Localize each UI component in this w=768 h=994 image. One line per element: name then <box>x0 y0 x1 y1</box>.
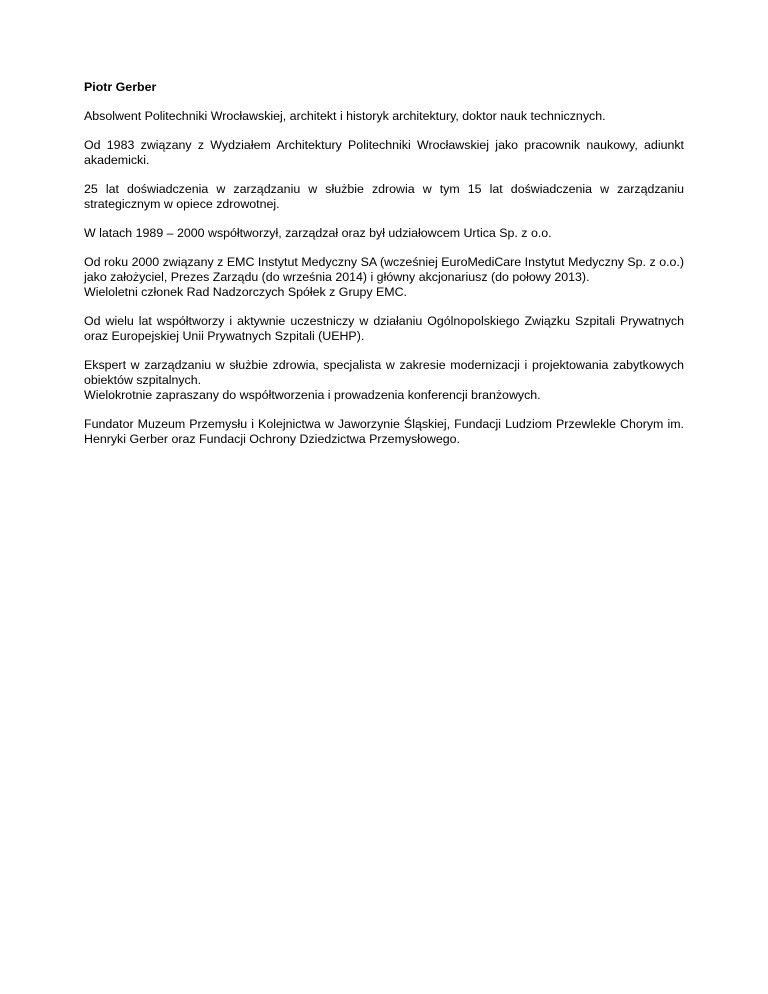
paragraph-line: Od roku 2000 związany z EMC Instytut Medyczny SA (wcześniej EuroMediCare Instytut Medyczny Sp. z o.o.) jako założyciel, Prezes Zarządu (do września 2014) i główny akcjonariusz (do połowy 2013). <box>84 255 684 284</box>
paragraph-line: Wielokrotnie zapraszany do współtworzenia i prowadzenia konferencji branżowych. <box>84 388 541 402</box>
paragraph-urtica <box>84 226 684 241</box>
paragraph-line: Od wielu lat współtworzy i aktywnie uczestniczy w działaniu Ogólnopolskiego Związku Szpitali Prywatnych oraz Europejskiej Unii Prywatnych Szpitali (UEHP). <box>84 314 684 343</box>
paragraph-associations <box>84 314 684 344</box>
document-title: Piotr Gerber <box>84 80 157 94</box>
paragraph-line: Absolwent Politechniki Wrocławskiej, architekt i historyk architektury, doktor nauk technicznych. <box>84 109 606 123</box>
document-page <box>84 80 684 461</box>
paragraph-line: Fundator Muzeum Przemysłu i Kolejnictwa w Jaworzynie Śląskiej, Fundacji Ludziom Przewlekle Chorym im. Henryki Gerber oraz Fundacji Ochrony Dziedzictwa Przemysłowego. <box>84 417 684 446</box>
paragraph-line: 25 lat doświadczenia w zarządzaniu w służbie zdrowia w tym 15 lat doświadczenia w zarządzaniu strategicznym w opiece zdrowotnej. <box>84 182 684 211</box>
paragraph-line: Wieloletni członek Rad Nadzorczych Spółek z Grupy EMC. <box>84 285 407 299</box>
paragraph-line: Od 1983 związany z Wydziałem Architektury Politechniki Wrocławskiej jako pracownik naukowy, adiunkt akademicki. <box>84 138 684 167</box>
paragraph-expert <box>84 358 684 403</box>
paragraph-line: W latach 1989 – 2000 współtworzył, zarządzał oraz był udziałowcem Urtica Sp. z o.o. <box>84 226 552 240</box>
paragraph-line: Ekspert w zarządzaniu w służbie zdrowia, specjalista w zakresie modernizacji i projektowania zabytkowych obiektów szpitalnych. <box>84 358 684 387</box>
paragraph-education <box>84 109 684 124</box>
paragraph-emc <box>84 255 684 300</box>
paragraph-experience <box>84 182 684 212</box>
paragraph-university <box>84 138 684 168</box>
paragraph-founder <box>84 417 684 447</box>
